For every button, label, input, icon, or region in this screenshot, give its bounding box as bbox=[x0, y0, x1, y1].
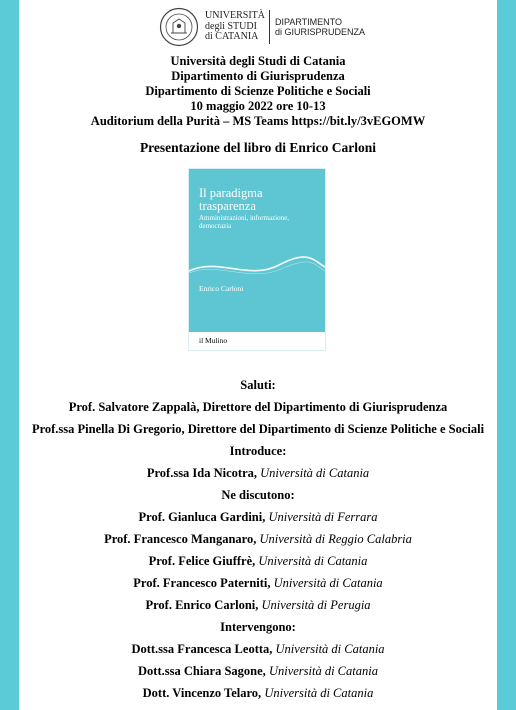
speaker-affiliation: Università di Catania bbox=[258, 554, 368, 568]
program bbox=[19, 374, 497, 704]
speaker-affiliation: Università di Catania bbox=[260, 466, 370, 480]
speaker-affiliation: Università di Perugia bbox=[261, 598, 371, 612]
event-info bbox=[19, 54, 497, 129]
info-line-date: 10 maggio 2022 ore 10-13 bbox=[190, 99, 326, 113]
speaker-affiliation: Università di Catania bbox=[268, 664, 378, 678]
speaker-name: Prof.ssa Pinella Di Gregorio, Direttore del Dipartimento di Scienze Politiche e Sociali bbox=[31, 422, 485, 436]
speaker-name: Prof. Salvatore Zappalà, Direttore del Dipartimento di Giurisprudenza bbox=[68, 400, 448, 414]
presentation-title: Presentazione del libro di Enrico Carloni bbox=[139, 140, 377, 155]
logo-divider bbox=[269, 10, 270, 44]
intervengono-heading: Intervengono: bbox=[220, 620, 296, 634]
speaker-name: Dott. Vincenzo Telaro, bbox=[142, 686, 265, 700]
speaker-name: Dott.ssa Francesca Leotta, bbox=[131, 642, 276, 656]
info-line-dept-politics: Dipartimento di Scienze Politiche e Sociali bbox=[145, 84, 371, 98]
speaker-name: Prof. Gianluca Gardini, bbox=[138, 510, 269, 524]
intervengono-item bbox=[19, 682, 497, 704]
flyer-page bbox=[19, 0, 497, 710]
book-cover bbox=[189, 169, 325, 350]
info-line-dept-law: Dipartimento di Giurisprudenza bbox=[171, 69, 345, 83]
speaker-affiliation: Università di Reggio Calabria bbox=[259, 532, 412, 546]
speaker-affiliation: Università di Catania bbox=[273, 576, 383, 590]
discutono-heading: Ne discutono: bbox=[221, 488, 295, 502]
introduce-heading: Introduce: bbox=[229, 444, 287, 458]
info-line-university: Università degli Studi di Catania bbox=[170, 54, 346, 68]
speaker-name: Prof. Francesco Manganaro, bbox=[104, 532, 260, 546]
speaker-name: Prof. Enrico Carloni, bbox=[145, 598, 262, 612]
introduce-item bbox=[19, 462, 497, 484]
university-seal-icon bbox=[159, 7, 199, 47]
intervengono-item bbox=[19, 638, 497, 660]
discutono-item bbox=[19, 550, 497, 572]
intervengono-item bbox=[19, 660, 497, 682]
speaker-affiliation: Università di Ferrara bbox=[268, 510, 378, 524]
speaker-affiliation: Università di Catania bbox=[275, 642, 385, 656]
university-name: UNIVERSITÀ degli STUDI di CATANIA bbox=[205, 10, 265, 43]
saluti-heading: Saluti: bbox=[240, 378, 276, 392]
speaker-name: Prof. Felice Giuffrè, bbox=[148, 554, 259, 568]
discutono-item bbox=[19, 572, 497, 594]
discutono-item bbox=[19, 506, 497, 528]
speaker-name: Dott.ssa Chiara Sagone, bbox=[138, 664, 269, 678]
saluti-item bbox=[19, 396, 497, 418]
book-title: Il paradigma trasparenza bbox=[199, 186, 263, 213]
book-publisher: il Mulino bbox=[189, 332, 325, 350]
speaker-name: Prof.ssa Ida Nicotra, bbox=[146, 466, 261, 480]
book-subtitle: Amministrazioni, informazione, democrazia bbox=[199, 214, 290, 230]
speaker-name: Prof. Francesco Paterniti, bbox=[133, 576, 274, 590]
info-line-venue[interactable]: Auditorium della Purità – MS Teams https://bit.ly/3vEGOMW bbox=[90, 114, 426, 128]
discutono-item bbox=[19, 594, 497, 616]
speaker-affiliation: Università di Catania bbox=[264, 686, 374, 700]
university-logo bbox=[159, 4, 399, 50]
discutono-item bbox=[19, 528, 497, 550]
saluti-item bbox=[19, 418, 497, 440]
cover-wave-decoration bbox=[189, 247, 325, 287]
department-name: DIPARTIMENTO di GIURISPRUDENZA bbox=[275, 17, 366, 37]
book-author: Enrico Carloni bbox=[199, 284, 244, 293]
